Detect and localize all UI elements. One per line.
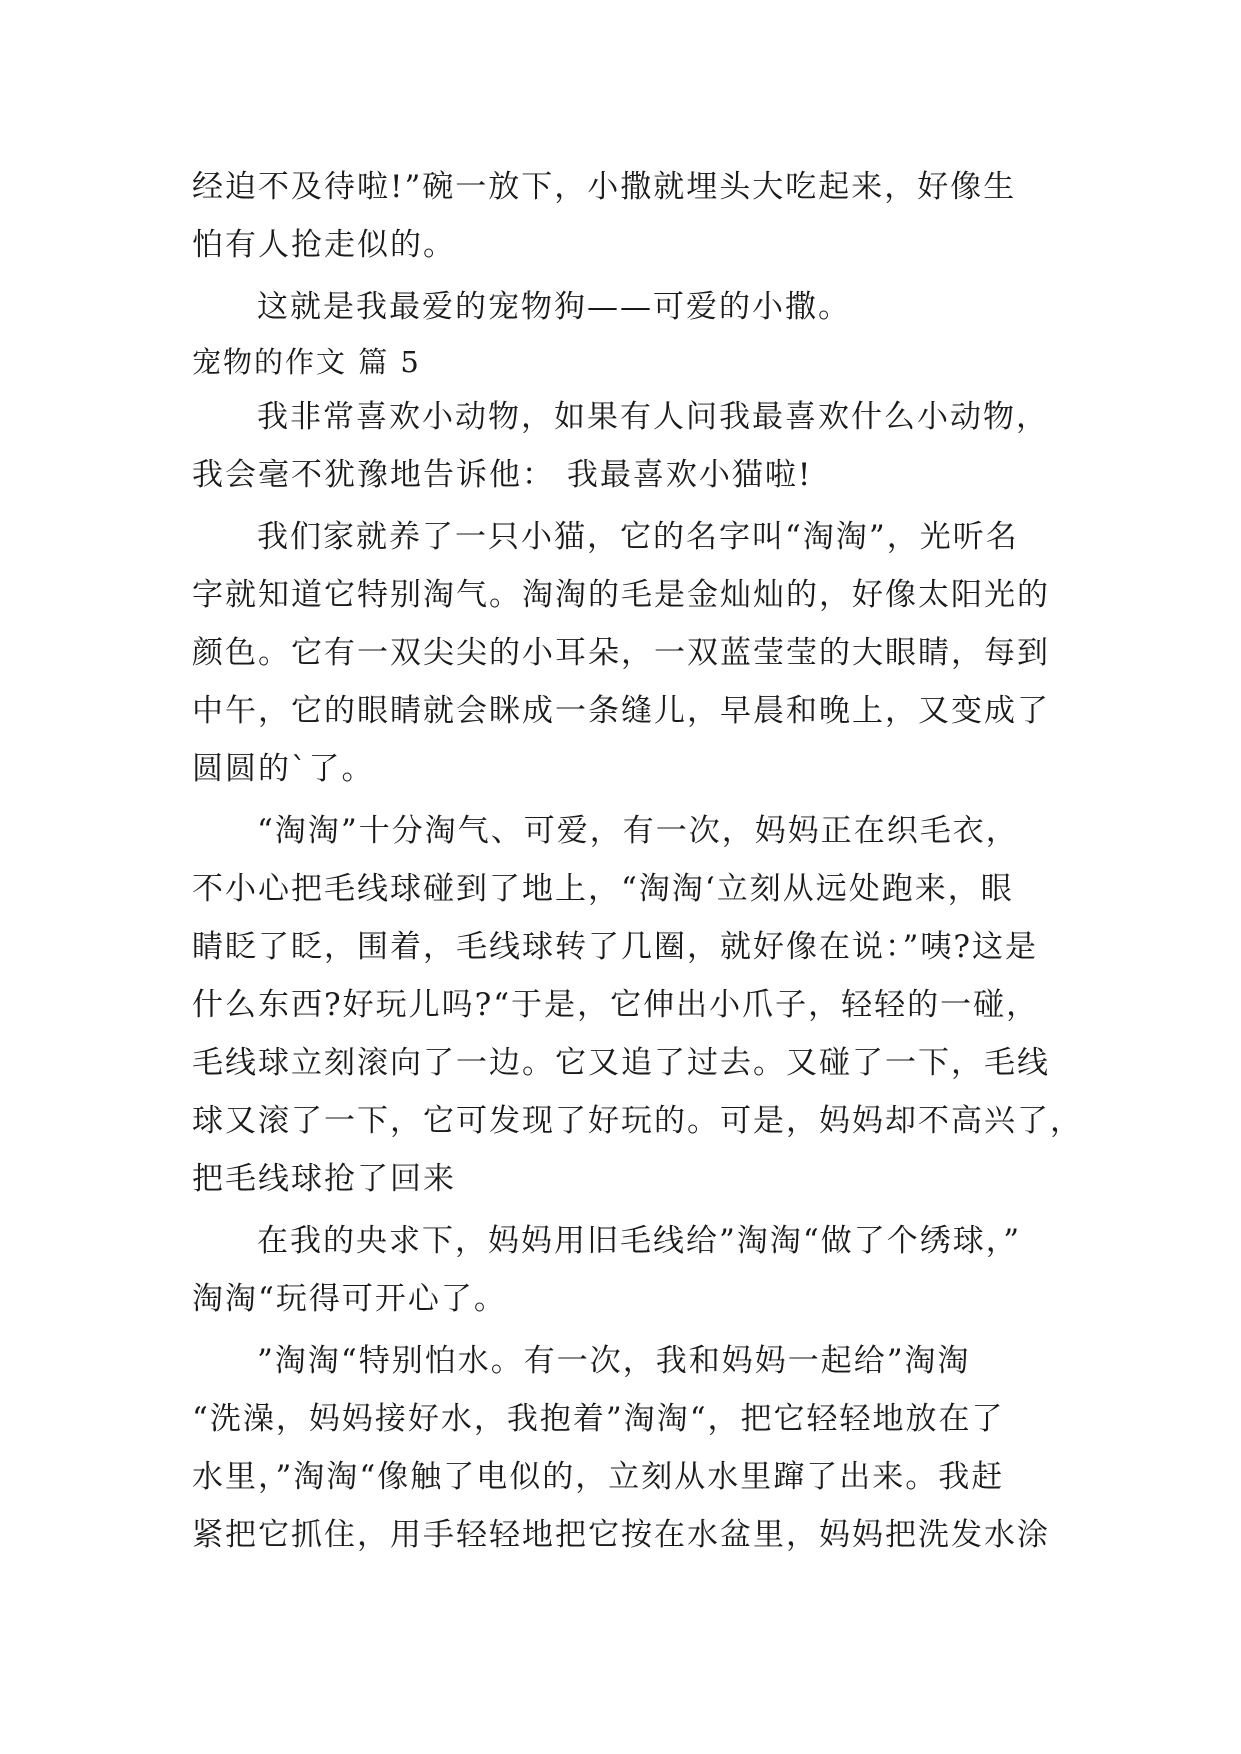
text-line: 经迫不及待啦!”碗一放下，小撒就埋头大吃起来，好像生 (192, 169, 1017, 205)
text-line: 怕有人抢走似的。 (192, 227, 456, 263)
text-line: “洗澡，妈妈接好水，我抱着”淘淘“，把它轻轻地放在了 (192, 1401, 1005, 1437)
paragraph-continuation (192, 158, 1052, 274)
text-line: 什么东西?好玩儿吗?“于是，它伸出小爪子，轻轻的一碰， (192, 987, 1040, 1023)
document-body (192, 158, 1083, 1564)
paragraph-closing (192, 278, 1052, 336)
text-line: 紧把它抓住，用手轻轻地把它按在水盆里，妈妈把洗发水涂 (192, 1517, 1050, 1553)
text-line: 圆圆的`了。 (192, 751, 375, 787)
text-line: 我会毫不犹豫地告诉他： 我最喜欢小猫啦! (192, 457, 813, 493)
text-line: 把毛线球抢了回来 (192, 1161, 456, 1197)
paragraph-4 (192, 1212, 1052, 1328)
text-line: 水里，”淘淘“像触了电似的，立刻从水里蹿了出来。我赶 (192, 1459, 1005, 1495)
text-line: 淘淘“玩得可开心了。 (192, 1281, 507, 1317)
paragraph-2 (192, 508, 1052, 798)
section-heading: 宠物的作文 篇 5 (192, 345, 421, 379)
text-line: 中午，它的眼睛就会眯成一条缝儿，早晨和晚上，又变成了 (192, 693, 1050, 729)
paragraph-5 (192, 1332, 1052, 1564)
text-line: 我们家就养了一只小猫，它的名字叫“淘淘”，光听名 (257, 519, 1019, 555)
text-line: 球又滚了一下，它可发现了好玩的。可是，妈妈却不高兴了， (192, 1103, 1083, 1139)
text-line: 睛眨了眨，围着，毛线球转了几圈，就好像在说：”咦?这是 (192, 929, 1038, 965)
text-line: 颜色。它有一双尖尖的小耳朵，一双蓝莹莹的大眼睛，每到 (192, 635, 1050, 671)
text-line: ”淘淘“特别怕水。有一次，我和妈妈一起给”淘淘 (257, 1343, 971, 1379)
text-line: 不小心把毛线球碰到了地上，“淘淘‘立刻从远处跑来，眼 (192, 871, 1014, 907)
paragraph-3 (192, 802, 1083, 1208)
text-line: 字就知道它特别淘气。淘淘的毛是金灿灿的，好像太阳光的 (192, 577, 1050, 613)
text-line: “淘淘”十分淘气、可爱，有一次，妈妈正在织毛衣， (257, 813, 1019, 849)
text-line: 在我的央求下，妈妈用旧毛线给”淘淘“做了个绣球，” (257, 1223, 1022, 1259)
text-line: 我非常喜欢小动物，如果有人问我最喜欢什么小动物， (257, 399, 1049, 435)
text-line: 这就是我最爱的宠物狗——可爱的小撒。 (257, 289, 851, 325)
paragraph-1 (192, 388, 1052, 504)
text-line: 毛线球立刻滚向了一边。它又追了过去。又碰了一下，毛线 (192, 1045, 1050, 1081)
